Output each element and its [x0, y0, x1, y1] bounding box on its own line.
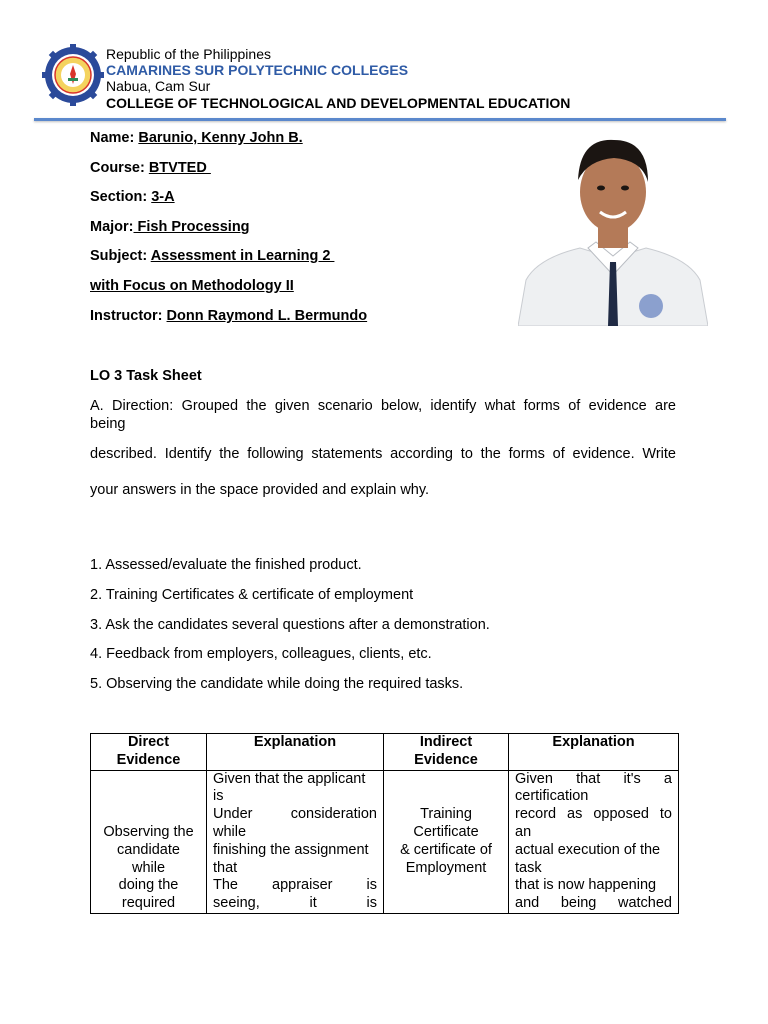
name-value: Barunio, Kenny John B. [138, 130, 303, 146]
direction-line-2: being [90, 416, 126, 432]
evidence-table [90, 733, 679, 914]
header-indirect-evidence: Indirect Evidence [384, 734, 509, 771]
subject-value-2: with Focus on Methodology II [90, 278, 294, 294]
header-direct-evidence: Direct Evidence [91, 734, 207, 771]
header-republic: Republic of the Philippines [106, 46, 271, 62]
course-line [90, 160, 211, 176]
header-divider [34, 118, 726, 121]
school-seal-logo [42, 44, 104, 106]
instructor-label: Instructor: [90, 308, 163, 324]
cell-direct-evidence: Observing the candidate while doing the required [91, 770, 207, 913]
table-header-row [91, 734, 679, 771]
major-line [90, 219, 250, 235]
name-label: Name: [90, 130, 135, 146]
header-explanation-1: Explanation [207, 734, 384, 771]
subject-value: Assessment in Learning 2 [150, 248, 335, 264]
list-item: 3. Ask the candidates several questions after a demonstration. [90, 617, 490, 633]
name-line [90, 130, 303, 146]
student-photo [518, 130, 708, 326]
header-college: COLLEGE OF TECHNOLOGICAL AND DEVELOPMENTAL EDUCATION [106, 95, 571, 111]
section-label: Section: [90, 189, 148, 205]
list-item: 2. Training Certificates & certificate of employment [90, 587, 414, 603]
major-label: Major: [90, 219, 134, 235]
subject-label: Subject: [90, 248, 148, 264]
section-value: 3-A [151, 189, 175, 205]
cell-indirect-evidence: Training Certificate & certificate of Employment [384, 770, 509, 913]
header-explanation-2: Explanation [509, 734, 679, 771]
list-item: 1. Assessed/evaluate the finished product. [90, 557, 362, 573]
task-title: LO 3 Task Sheet [90, 368, 202, 384]
header-school-name: CAMARINES SUR POLYTECHNIC COLLEGES [106, 62, 409, 78]
list-item: 4. Feedback from employers, colleagues, clients, etc. [90, 646, 432, 662]
direction-line-4: your answers in the space provided and explain why. [90, 482, 430, 498]
cell-explanation-2: Given that it's a certification record as opposed to an actual execution of the task that is now happening and being watched [509, 770, 679, 913]
section-line [90, 189, 175, 205]
instructor-value: Donn Raymond L. Bermundo [166, 308, 368, 324]
course-value: BTVTED [148, 160, 211, 176]
subject-line-2 [90, 278, 294, 294]
direction-line-1: A. Direction: Grouped the given scenario below, identify what forms of evidence are [90, 398, 676, 414]
list-item: 5. Observing the candidate while doing the required tasks. [90, 676, 464, 692]
direction-line-3: described. Identify the following statements according to the forms of evidence. Write [90, 446, 676, 462]
course-label: Course: [90, 160, 145, 176]
header-location: Nabua, Cam Sur [106, 78, 211, 94]
cell-explanation-1: Given that the applicant is Under consideration while finishing the assignment that The appraiser is seeing, it is [207, 770, 384, 913]
table-row [91, 770, 679, 913]
instructor-line [90, 308, 367, 324]
major-value: Fish Processing [133, 219, 250, 235]
subject-line [90, 248, 334, 264]
